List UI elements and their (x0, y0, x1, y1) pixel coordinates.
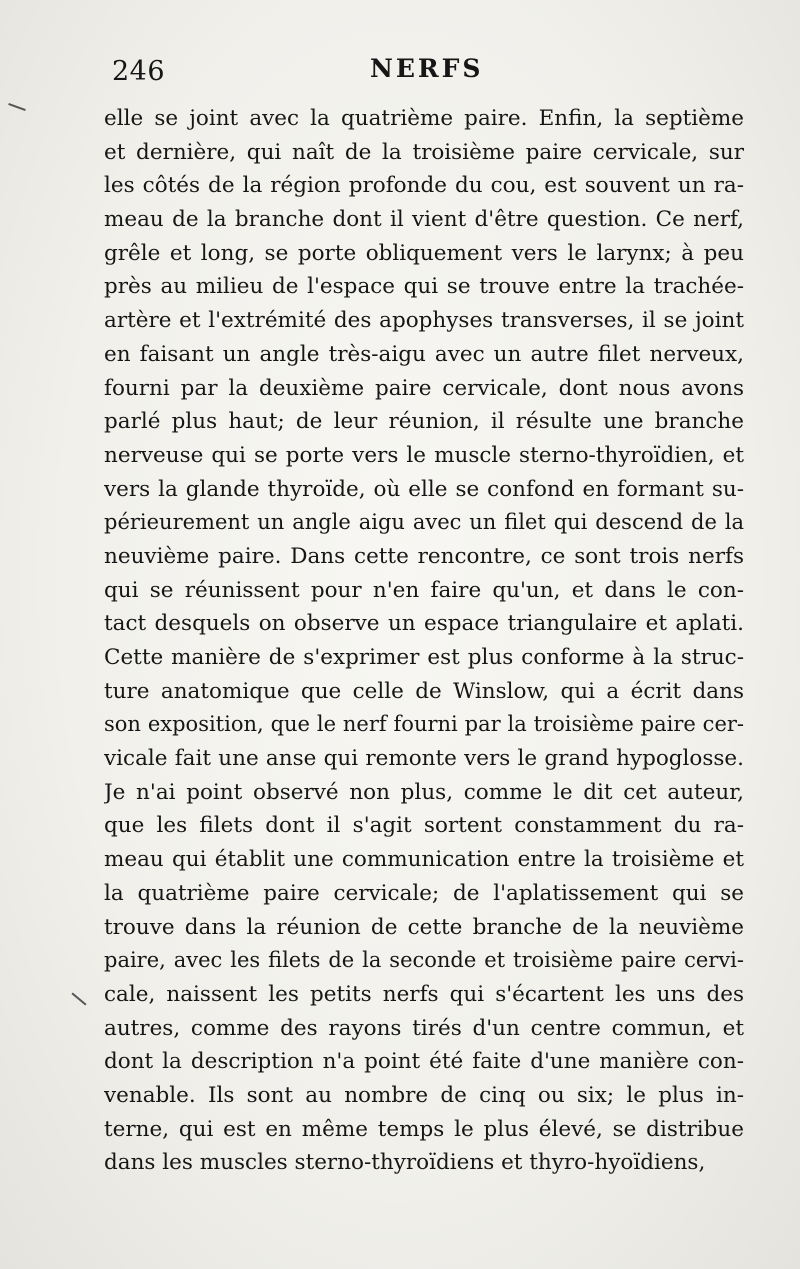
margin-mark (71, 992, 86, 1005)
text-line: que les filets dont il s'agit sortent constamment du ra- (104, 813, 744, 839)
text-line: son exposition, que le nerf fourni par la troisième paire cer- (104, 712, 744, 737)
text-line: vicale fait une anse qui remonte vers le grand hypoglosse. (104, 746, 744, 772)
text-line: autres, comme des rayons tirés d'un centre commun, et (104, 1015, 744, 1041)
text-line: grêle et long, se porte obliquement vers le larynx; à peu (104, 240, 744, 266)
page-number: 246 (112, 56, 166, 87)
text-line: cale, naissent les petits nerfs qui s'écartent les uns des (104, 981, 744, 1007)
text-line: tact desquels on observe un espace triangulaire et aplati. (104, 611, 744, 637)
text-line: paire, avec les filets de la seconde et troisième paire cervi- (104, 948, 744, 973)
text-line: vers la glande thyroïde, où elle se confond en formant su- (104, 476, 744, 502)
body-text (104, 102, 744, 1180)
text-line: qui se réunissent pour n'en faire qu'un, et dans le con- (104, 577, 744, 603)
text-line: dans les muscles sterno-thyroïdiens et thyro-hyoïdiens, (104, 1150, 706, 1176)
text-line: terne, qui est en même temps le plus élevé, se distribue (104, 1116, 744, 1142)
text-line: les côtés de la région profonde du cou, est souvent un ra- (104, 173, 744, 199)
text-line: venable. Ils sont au nombre de cinq ou six; le plus in- (104, 1082, 744, 1108)
text-line: la quatrième paire cervicale; de l'aplatissement qui se (104, 880, 744, 906)
text-line: dont la description n'a point été faite d'une manière con- (104, 1049, 744, 1075)
text-line: en faisant un angle très-aigu avec un autre filet nerveux, (104, 341, 744, 367)
text-line: elle se joint avec la quatrième paire. Enfin, la septième (104, 106, 744, 131)
text-line: meau qui établit une communication entre la troisième et (104, 847, 744, 873)
text-line: périeurement un angle aigu avec un filet qui descend de la (104, 510, 744, 535)
text-line: neuvième paire. Dans cette rencontre, ce sont trois nerfs (104, 543, 744, 569)
text-line: artère et l'extrémité des apophyses transverses, il se joint (104, 308, 744, 334)
text-line: trouve dans la réunion de cette branche de la neuvième (104, 914, 744, 940)
running-head: NERFS (370, 54, 484, 83)
text-line: parlé plus haut; de leur réunion, il résulte une branche (104, 409, 744, 435)
text-line: Je n'ai point observé non plus, comme le dit cet auteur, (104, 779, 744, 805)
text-line: meau de la branche dont il vient d'être question. Ce nerf, (104, 207, 744, 233)
text-line: Cette manière de s'exprimer est plus conforme à la struc- (104, 645, 744, 670)
margin-mark (8, 103, 26, 111)
text-line: fourni par la deuxième paire cervicale, dont nous avons (104, 375, 744, 401)
text-line: ture anatomique que celle de Winslow, qui a écrit dans (104, 678, 744, 704)
text-line: et dernière, qui naît de la troisième paire cervicale, sur (104, 139, 744, 165)
text-line: près au milieu de l'espace qui se trouve entre la trachée- (104, 274, 744, 300)
text-line: nerveuse qui se porte vers le muscle sterno-thyroïdien, et (104, 442, 744, 468)
